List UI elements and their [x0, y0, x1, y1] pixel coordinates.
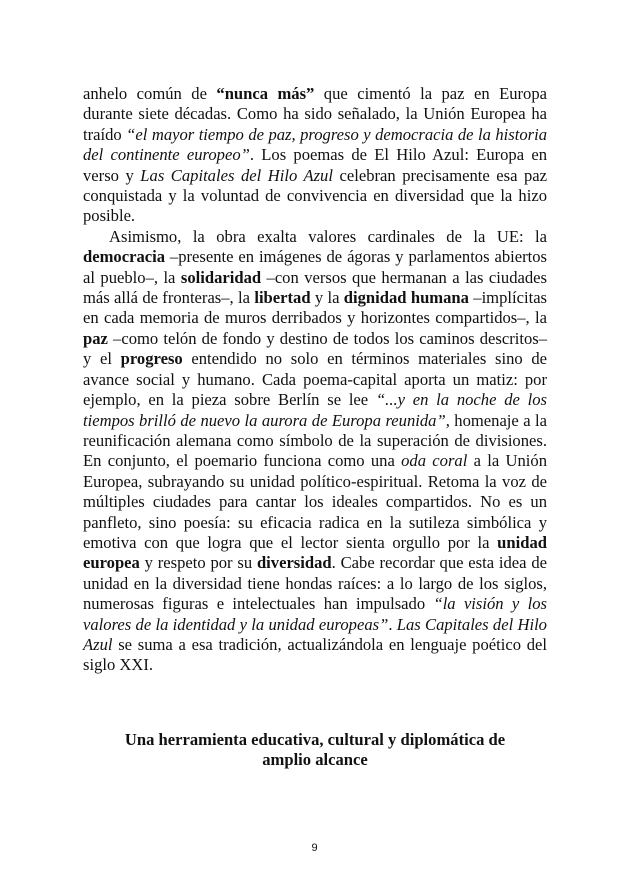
- text-run: .: [388, 614, 397, 634]
- text-run: Asimismo, la obra exalta valores cardinales de la UE: la: [109, 226, 547, 246]
- text-run: . Cabe recordar que esta idea de unidad en la diversidad tiene hondas raíces: a lo largo de los siglos, numerosas figuras e intelectuales han impulsado: [83, 553, 547, 614]
- italic-phrase: “el mayor tiempo de paz, progreso y democracia de la historia del continente europeo”: [83, 124, 547, 165]
- text-run: celebran precisamente esa paz conquistada y la voluntad de convivencia en diversidad que la hizo posible.: [83, 165, 547, 226]
- bold-term: paz: [83, 328, 108, 348]
- body-text: [83, 84, 547, 676]
- italic-phrase: Las Capitales del Hilo Azul: [83, 614, 547, 654]
- text-run: se suma a esa tradición, actualizándola en lenguaje poético del siglo XXI.: [83, 634, 547, 675]
- text-run: –implícitas en cada memoria de muros derribados y horizontes compartidos–, la: [83, 288, 548, 328]
- section-heading-line-1: Una herramienta educativa, cultural y diplomática de: [124, 730, 506, 749]
- bold-term: progreso: [120, 349, 183, 369]
- bold-term: solidaridad: [180, 267, 262, 287]
- text-run: a la Unión Europea, subrayando su unidad político-espiritual. Retoma la voz de múltiples ciudades para cantar los ideales compartidos. No es un panfleto, sino poesía: su eficacia radica en la sutileza simbólica y emotiva con que logra que el lector sienta orgullo por la: [83, 451, 547, 552]
- text-run: anhelo común de: [83, 84, 217, 103]
- text-run: –presente en imágenes de ágoras y parlamentos abiertos al pueblo–, la: [83, 247, 547, 287]
- bold-term: diversidad: [256, 553, 332, 573]
- text-run: . Los poemas de El Hilo Azul: Europa en verso y: [83, 145, 548, 185]
- text-run: que cimentó la paz en Europa durante siete décadas. Como ha sido señalado, la Unión Europea ha traído: [83, 84, 547, 144]
- paragraph-2: [83, 227, 547, 676]
- italic-phrase: oda coral: [401, 451, 468, 471]
- text-run: –como telón de fondo y destino de todos los caminos descritos– y el: [83, 328, 547, 369]
- text-run: y la: [310, 288, 344, 308]
- italic-phrase: “la visión y los valores de la identidad y la unidad europeas”: [83, 594, 547, 634]
- bold-term: unidad europea: [83, 532, 547, 573]
- bold-term: libertad: [254, 288, 311, 308]
- bold-term: dignidad humana: [343, 288, 469, 308]
- bold-term: democracia: [83, 247, 166, 267]
- text-run: entendido no solo en términos materiales sino de avance social y humano. Cada poema-capital aporta un matiz: por ejemplo, en la pieza sobre Berlín se lee: [83, 349, 547, 410]
- bold-term: “nunca más”: [216, 84, 315, 103]
- text-run: , homenaje a la reunificación alemana como símbolo de la superación de divisiones. En conjunto, el poemario funciona como una: [83, 410, 547, 471]
- paragraph-1: [83, 84, 547, 227]
- section-heading-line-2: amplio alcance: [262, 750, 368, 770]
- section-heading: [83, 730, 547, 771]
- italic-phrase: Las Capitales del Hilo Azul: [140, 165, 333, 185]
- text-run: y respeto por su: [139, 553, 257, 573]
- page-number: 9: [311, 842, 318, 854]
- text-run: –con versos que hermanan a las ciudades más allá de fronteras–, la: [83, 267, 547, 308]
- italic-phrase: “...y en la noche de los tiempos brilló de nuevo la aurora de Europa reunida”: [83, 390, 548, 430]
